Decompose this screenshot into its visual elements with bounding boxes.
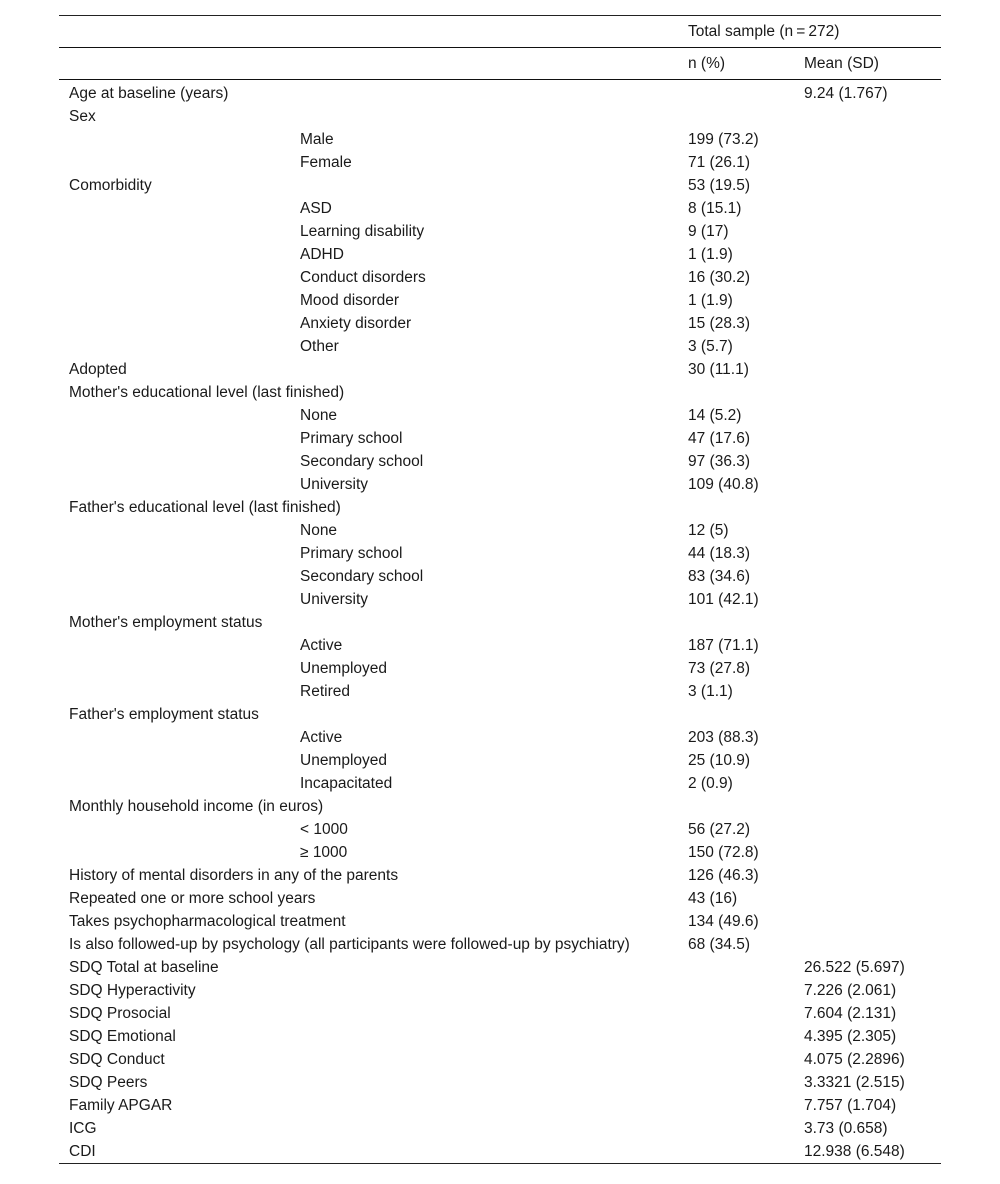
cell-mean-sd: 4.395 (2.305)	[804, 1028, 897, 1045]
table-row	[59, 956, 941, 979]
row-label: Sex	[69, 108, 96, 125]
table-row	[59, 496, 941, 519]
demographics-table	[59, 15, 941, 1164]
row-label: Father's educational level (last finished)	[69, 499, 341, 516]
table-row	[59, 197, 941, 220]
row-sublabel: University	[300, 476, 369, 493]
cell-n-percent: 187 (71.1)	[688, 637, 759, 654]
row-sublabel: Learning disability	[300, 223, 425, 240]
row-label: Age at baseline (years)	[69, 85, 229, 102]
table-row	[59, 174, 941, 197]
row-label: Is also followed-up by psychology (all participants were followed-up by psychiatry)	[69, 936, 630, 953]
table-row	[59, 312, 941, 335]
cell-n-percent: 1 (1.9)	[688, 292, 733, 309]
cell-n-percent: 1 (1.9)	[688, 246, 733, 263]
table-row	[59, 887, 941, 910]
table-row	[59, 1071, 941, 1094]
cell-mean-sd: 9.24 (1.767)	[804, 85, 888, 102]
row-label: Monthly household income (in euros)	[69, 798, 324, 815]
row-sublabel: < 1000	[300, 821, 348, 838]
table-row	[59, 358, 941, 381]
row-sublabel: Secondary school	[300, 568, 424, 585]
cell-n-percent: 47 (17.6)	[688, 430, 751, 447]
cell-mean-sd: 3.3321 (2.515)	[804, 1074, 905, 1091]
row-label: Adopted	[69, 361, 127, 378]
cell-n-percent: 73 (27.8)	[688, 660, 751, 677]
table-row	[59, 82, 941, 105]
row-sublabel: Secondary school	[300, 453, 424, 470]
cell-mean-sd: 26.522 (5.697)	[804, 959, 905, 976]
row-sublabel: ≥ 1000	[300, 844, 348, 861]
row-label: Takes psychopharmacological treatment	[69, 913, 346, 930]
cell-n-percent: 16 (30.2)	[688, 269, 751, 286]
cell-n-percent: 43 (16)	[688, 890, 738, 907]
table-row	[59, 1140, 941, 1163]
row-label: History of mental disorders in any of the parents	[69, 867, 399, 884]
table-row	[59, 657, 941, 680]
row-sublabel: Incapacitated	[300, 775, 393, 792]
cell-n-percent: 8 (15.1)	[688, 200, 742, 217]
cell-mean-sd: 7.757 (1.704)	[804, 1097, 897, 1114]
table-body	[59, 80, 941, 1163]
cell-n-percent: 68 (34.5)	[688, 936, 751, 953]
header-total-sample: Total sample (n = 272)	[688, 23, 840, 40]
table-row	[59, 749, 941, 772]
row-label: SDQ Conduct	[69, 1051, 165, 1068]
row-sublabel: Mood disorder	[300, 292, 400, 309]
cell-n-percent: 30 (11.1)	[688, 361, 749, 378]
cell-n-percent: 126 (46.3)	[688, 867, 759, 884]
table-row	[59, 105, 941, 128]
cell-n-percent: 2 (0.9)	[688, 775, 733, 792]
cell-n-percent: 56 (27.2)	[688, 821, 751, 838]
row-sublabel: Active	[300, 729, 343, 746]
row-label: Family APGAR	[69, 1097, 173, 1114]
table-row	[59, 979, 941, 1002]
header-columns-row	[59, 48, 941, 79]
table-row	[59, 151, 941, 174]
table-row	[59, 565, 941, 588]
row-sublabel: Primary school	[300, 430, 403, 447]
cell-mean-sd: 3.73 (0.658)	[804, 1120, 888, 1137]
table-row	[59, 266, 941, 289]
table-row	[59, 772, 941, 795]
table-row	[59, 243, 941, 266]
row-sublabel: Active	[300, 637, 343, 654]
cell-mean-sd: 7.226 (2.061)	[804, 982, 897, 999]
header-group-row	[59, 16, 941, 47]
row-sublabel: ASD	[300, 200, 332, 217]
row-sublabel: Female	[300, 154, 352, 171]
row-label: Mother's educational level (last finished)	[69, 384, 345, 401]
row-sublabel: Retired	[300, 683, 350, 700]
cell-n-percent: 44 (18.3)	[688, 545, 751, 562]
table-row	[59, 519, 941, 542]
table-row	[59, 910, 941, 933]
row-sublabel: Anxiety disorder	[300, 315, 412, 332]
bottom-rule	[59, 1163, 941, 1164]
row-sublabel: Unemployed	[300, 752, 388, 769]
row-label: SDQ Total at baseline	[69, 959, 219, 976]
cell-n-percent: 9 (17)	[688, 223, 729, 240]
table-row	[59, 634, 941, 657]
cell-n-percent: 199 (73.2)	[688, 131, 759, 148]
cell-mean-sd: 7.604 (2.131)	[804, 1005, 897, 1022]
table-row	[59, 588, 941, 611]
table-row	[59, 933, 941, 956]
row-label: Father's employment status	[69, 706, 259, 723]
row-sublabel: Other	[300, 338, 339, 355]
cell-n-percent: 3 (1.1)	[688, 683, 733, 700]
cell-n-percent: 25 (10.9)	[688, 752, 751, 769]
table-row	[59, 335, 941, 358]
row-label: Repeated one or more school years	[69, 890, 316, 907]
cell-n-percent: 83 (34.6)	[688, 568, 751, 585]
cell-n-percent: 12 (5)	[688, 522, 729, 539]
row-label: ICG	[69, 1120, 97, 1137]
row-sublabel: None	[300, 522, 338, 539]
row-sublabel: Male	[300, 131, 334, 148]
row-label: CDI	[69, 1143, 96, 1160]
cell-n-percent: 15 (28.3)	[688, 315, 751, 332]
table-row	[59, 542, 941, 565]
table-row	[59, 1117, 941, 1140]
row-label: SDQ Emotional	[69, 1028, 176, 1045]
row-label: Comorbidity	[69, 177, 152, 194]
table-row	[59, 1094, 941, 1117]
table-row	[59, 818, 941, 841]
row-sublabel: ADHD	[300, 246, 344, 263]
table-row	[59, 726, 941, 749]
table-row	[59, 289, 941, 312]
cell-mean-sd: 4.075 (2.2896)	[804, 1051, 905, 1068]
table-row	[59, 703, 941, 726]
table-row	[59, 381, 941, 404]
table-row	[59, 450, 941, 473]
table-row	[59, 1025, 941, 1048]
table-row	[59, 404, 941, 427]
row-sublabel: University	[300, 591, 369, 608]
table-row	[59, 611, 941, 634]
row-label: Mother's employment status	[69, 614, 263, 631]
cell-n-percent: 71 (26.1)	[688, 154, 751, 171]
row-label: SDQ Hyperactivity	[69, 982, 196, 999]
cell-n-percent: 203 (88.3)	[688, 729, 759, 746]
row-label: SDQ Peers	[69, 1074, 148, 1091]
table-row	[59, 1002, 941, 1025]
row-sublabel: Unemployed	[300, 660, 388, 677]
table-row	[59, 220, 941, 243]
table-row	[59, 427, 941, 450]
cell-n-percent: 3 (5.7)	[688, 338, 733, 355]
table-row	[59, 1048, 941, 1071]
row-sublabel: None	[300, 407, 338, 424]
row-sublabel: Primary school	[300, 545, 403, 562]
header-mean-sd: Mean (SD)	[804, 55, 879, 72]
cell-n-percent: 109 (40.8)	[688, 476, 759, 493]
table-row	[59, 841, 941, 864]
table-row	[59, 128, 941, 151]
table-row	[59, 795, 941, 818]
cell-n-percent: 101 (42.1)	[688, 591, 759, 608]
table-row	[59, 473, 941, 496]
header-n-percent: n (%)	[688, 55, 726, 72]
cell-n-percent: 150 (72.8)	[688, 844, 759, 861]
row-sublabel: Conduct disorders	[300, 269, 426, 286]
cell-n-percent: 97 (36.3)	[688, 453, 751, 470]
cell-n-percent: 53 (19.5)	[688, 177, 751, 194]
cell-mean-sd: 12.938 (6.548)	[804, 1143, 905, 1160]
table-row	[59, 864, 941, 887]
table-row	[59, 680, 941, 703]
row-label: SDQ Prosocial	[69, 1005, 171, 1022]
cell-n-percent: 14 (5.2)	[688, 407, 742, 424]
cell-n-percent: 134 (49.6)	[688, 913, 759, 930]
